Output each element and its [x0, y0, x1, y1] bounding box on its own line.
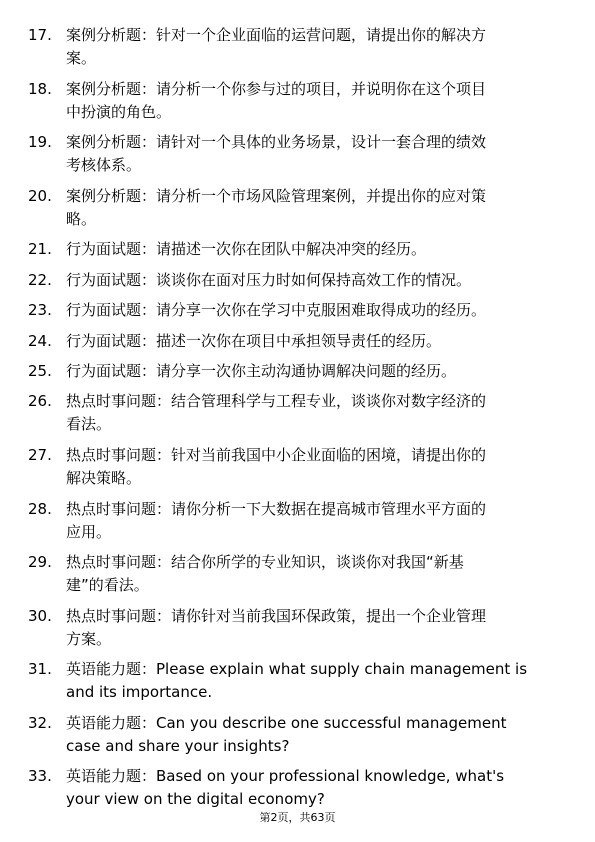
question-text-line: 英语能力题：Please explain what supply chain management is	[66, 660, 528, 679]
question-text-line: 略。	[66, 209, 97, 228]
question-text-line: 看法。	[66, 415, 112, 434]
question-item	[0, 605, 595, 651]
question-number: 33.	[28, 767, 52, 786]
question-number: 20.	[28, 186, 52, 205]
question-text-line: 英语能力题：Based on your professional knowledge, what's	[66, 767, 505, 786]
question-item	[0, 78, 595, 124]
question-text-line: 考核体系。	[66, 156, 142, 175]
question-list	[0, 24, 595, 819]
question-text-line: 案例分析题：请分析一个你参与过的项目，并说明你在这个项目	[66, 79, 487, 98]
question-text-line: 行为面试题：请描述一次你在团队中解决冲突的经历。	[66, 240, 427, 259]
question-number: 24.	[28, 331, 52, 350]
question-item	[0, 712, 595, 758]
question-item	[0, 360, 595, 383]
question-number: 32.	[28, 713, 52, 732]
question-text-line: 热点时事问题：请你针对当前我国环保政策，提出一个企业管理	[66, 606, 487, 625]
question-text-line: 行为面试题：描述一次你在项目中承担领导责任的经历。	[66, 331, 442, 350]
question-item	[0, 238, 595, 261]
question-number: 18.	[28, 79, 52, 98]
question-text-line: 行为面试题：谈谈你在面对压力时如何保持高效工作的情况。	[66, 270, 472, 289]
question-text-line: 建”的看法。	[66, 576, 149, 595]
question-text-line: 热点时事问题：结合你所学的专业知识，谈谈你对我国“新基	[66, 553, 464, 572]
question-item	[0, 24, 595, 70]
question-text-line: 案例分析题：请分析一个市场风险管理案例，并提出你的应对策	[66, 186, 487, 205]
question-number: 22.	[28, 270, 52, 289]
question-number: 26.	[28, 392, 52, 411]
page-footer	[0, 811, 595, 825]
question-text-line: 行为面试题：请分享一次你在学习中克服困难取得成功的经历。	[66, 301, 487, 320]
question-text-line: 案例分析题：请针对一个具体的业务场景，设计一套合理的绩效	[66, 133, 487, 152]
question-text-line: 解决策略。	[66, 468, 142, 487]
question-text-line: 方案。	[66, 629, 112, 648]
question-number: 19.	[28, 133, 52, 152]
question-item	[0, 551, 595, 597]
question-item	[0, 330, 595, 353]
question-number: 21.	[28, 240, 52, 259]
question-number: 30.	[28, 606, 52, 625]
question-text-line: case and share your insights?	[66, 736, 290, 755]
question-number: 27.	[28, 445, 52, 464]
question-item	[0, 269, 595, 292]
question-text-line: 行为面试题：请分享一次你主动沟通协调解决问题的经历。	[66, 361, 457, 380]
question-item	[0, 299, 595, 322]
question-number: 28.	[28, 499, 52, 518]
question-item	[0, 765, 595, 811]
question-text-line: 热点时事问题：结合管理科学与工程专业，谈谈你对数字经济的	[66, 392, 487, 411]
question-text-line: 案例分析题：针对一个企业面临的运营问题，请提出你的解决方	[66, 26, 487, 44]
question-text-line: your view on the digital economy?	[66, 790, 325, 809]
page-number: 第2页，共63页	[259, 811, 336, 824]
question-text-line: 案。	[66, 49, 97, 67]
question-number: 23.	[28, 301, 52, 320]
question-number: 17.	[28, 26, 52, 44]
question-item	[0, 390, 595, 436]
question-item	[0, 131, 595, 177]
question-item	[0, 658, 595, 704]
question-item	[0, 444, 595, 490]
question-text-line: 热点时事问题：请你分析一下大数据在提高城市管理水平方面的	[66, 499, 487, 518]
question-number: 31.	[28, 660, 52, 679]
question-number: 25.	[28, 361, 52, 380]
question-text-line: 热点时事问题：针对当前我国中小企业面临的困境，请提出你的	[66, 445, 487, 464]
question-text-line: 英语能力题：Can you describe one successful management	[66, 713, 507, 732]
question-item	[0, 185, 595, 231]
question-number: 29.	[28, 553, 52, 572]
question-text-line: 中扮演的角色。	[66, 102, 172, 121]
question-text-line: 应用。	[66, 522, 112, 541]
question-text-line: and its importance.	[66, 683, 213, 702]
question-item	[0, 498, 595, 544]
